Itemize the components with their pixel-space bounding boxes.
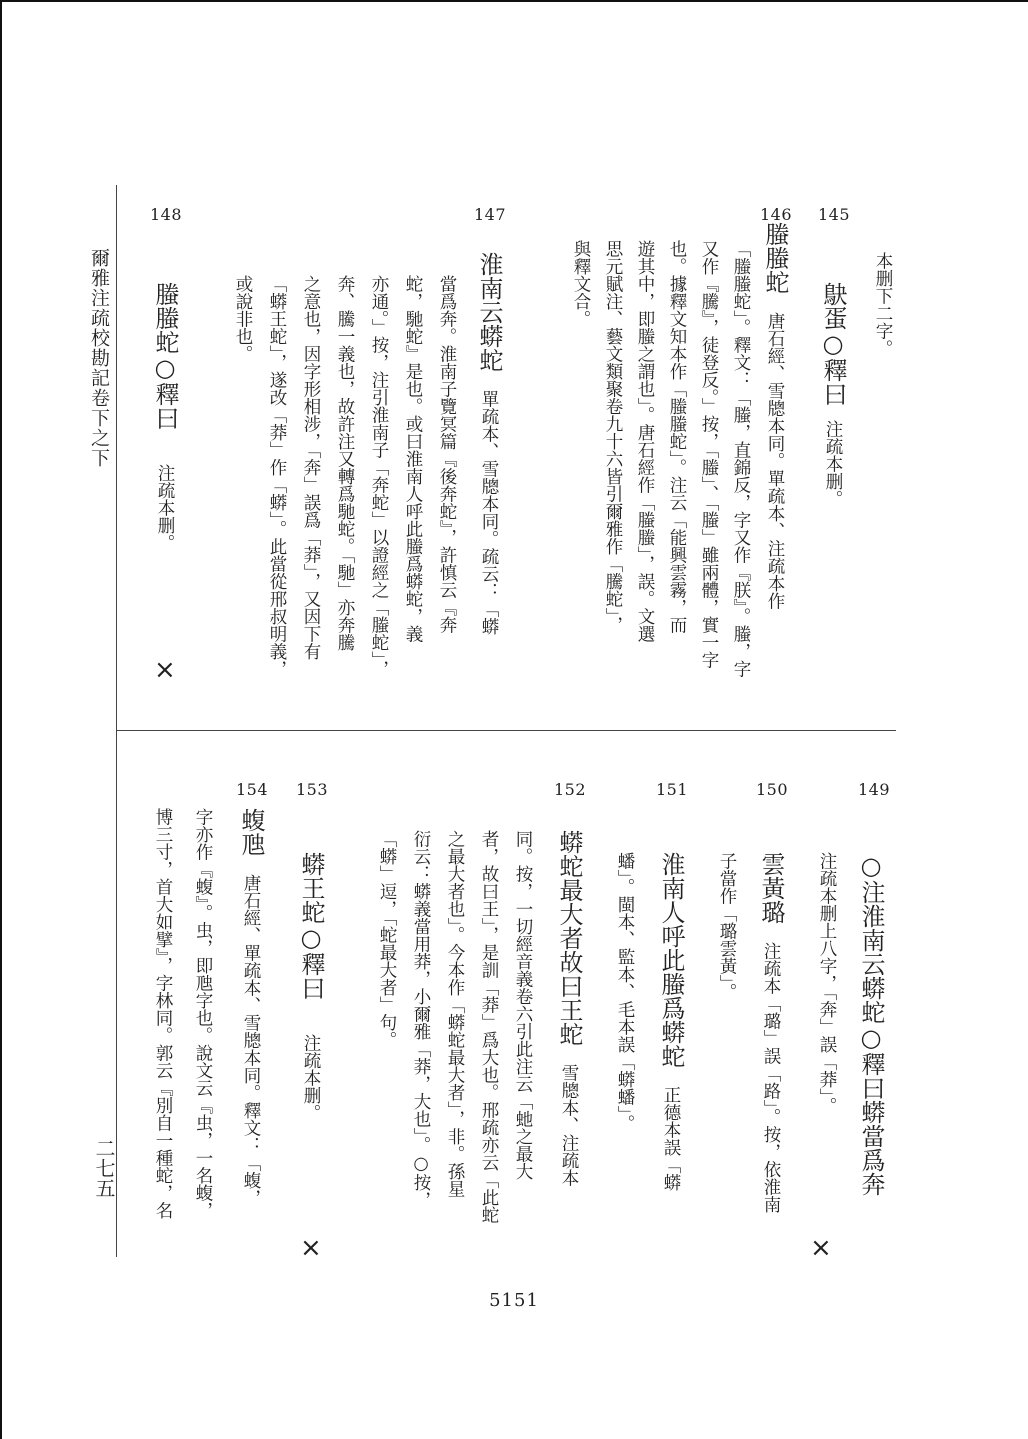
- entry-148: [150, 282, 179, 552]
- entry-149-headword: ○注淮南云蟒蛇○釋曰蟒當爲奔: [857, 852, 885, 1196]
- entry-152-line-3: 者，故曰王」，是訓「莽」爲大也。邢疏亦云「此蛇: [479, 830, 499, 1224]
- cross-mark-148: ×: [154, 655, 176, 685]
- entry-147-headword: 淮南云蟒蛇: [475, 252, 503, 372]
- entry-151: [656, 852, 685, 1191]
- entry-145: [818, 282, 847, 508]
- entry-154-line-3: 博三寸，首大如擘』，字林同。郭云『別自一種蛇，名: [153, 808, 173, 1220]
- entry-146-line-4: 也。據釋文知本作「螣螣蛇」。注云「能興雲霧，而: [667, 240, 687, 634]
- entry-150-line-2: 子當作「璐雲黃」。: [717, 852, 737, 1001]
- entry-146-line-2: 「螣螣蛇」。釋文：「螣，直錦反，字又作『朕』。螣，字: [731, 240, 751, 678]
- entry-152-note: 雪牕本、注疏本: [559, 1064, 579, 1187]
- entry-146-note: 唐石經、雪牕本同。單疏本、注疏本作: [765, 312, 785, 610]
- entry-152-line-5: 衍云：蟒義當用莽，小爾雅「莽，大也」。○按，: [411, 830, 431, 1209]
- entry-147: [474, 252, 503, 635]
- entry-146-headword: 螣螣蛇: [761, 222, 789, 294]
- entry-152-line-2: 同。按，一切經音義卷六引此注云「虵之最大: [513, 830, 533, 1180]
- entry-147-line-6: 之意也，因字形相涉，「奔」誤爲「莽」，又因下有: [301, 275, 321, 660]
- entry-145-note: 注疏本删。: [823, 420, 843, 508]
- entry-152-line-4: 之最大者也」。今本作「蟒蛇最大者」，非。孫星: [445, 830, 465, 1198]
- entry-number-146: 146: [760, 205, 793, 224]
- entry-152: [554, 830, 583, 1187]
- entry-147-line-8: 或說非也。: [233, 275, 253, 363]
- entry-152-line-6: 「蟒」逗，「蛇最大者」句。: [377, 830, 397, 1049]
- entry-149: [856, 852, 885, 1196]
- entry-148-note: 注疏本删。: [155, 464, 175, 552]
- entry-145-tail: 本删下二字。: [873, 252, 893, 357]
- page-edge-top: [0, 0, 1028, 2]
- entry-147-note: 單疏本、雪牕本同。疏云：「蟒: [479, 390, 499, 635]
- entry-146-line-6: 思元賦注、藝文類聚卷九十六皆引爾雅作「騰蛇」，: [603, 240, 623, 634]
- entry-154-note: 唐石經、單疏本、雪牕本同。釋文：「蝮，: [241, 874, 261, 1207]
- entry-147-line-3: 蛇，馳蛇』是也。或曰淮南人呼此螣爲蟒蛇，義: [403, 275, 423, 643]
- entry-number-152: 152: [554, 780, 587, 799]
- entry-153: [296, 852, 325, 1122]
- page-number: 5151: [489, 1290, 539, 1311]
- entry-147-line-2: 當爲奔。淮南子覽冥篇『後奔蛇』，許慎云『奔: [437, 275, 457, 634]
- entry-154: [236, 808, 265, 1207]
- entry-150-headword: 雲黃璐: [757, 852, 785, 924]
- entry-number-149: 149: [858, 780, 891, 799]
- entry-number-147: 147: [474, 205, 507, 224]
- entry-151-line-2: 蟠」。閩本、監本、毛本誤「蟒蟠」。: [615, 852, 635, 1132]
- entry-number-154: 154: [236, 780, 269, 799]
- running-head: 爾雅注疏校勘記卷下之下: [88, 248, 110, 468]
- entry-146-line-3: 又作『騰』，徒登反。」按，「螣」、「螣」雖兩體，實一字: [699, 240, 719, 669]
- cross-mark-153: ×: [300, 1233, 322, 1263]
- entry-number-148: 148: [150, 205, 183, 224]
- entry-number-151: 151: [656, 780, 689, 799]
- entry-146: [760, 222, 789, 610]
- entry-147-line-7: 「蟒王蛇」，遂改「莽」作「蟒」。此當從邢叔明義，: [267, 275, 287, 678]
- entry-number-150: 150: [756, 780, 789, 799]
- margin-rule: [116, 185, 117, 1257]
- page-edge-left: [0, 0, 2, 1439]
- entry-151-note: 正德本誤「蟒: [661, 1086, 681, 1191]
- entry-148-headword: 螣螣蛇○釋曰: [151, 282, 179, 430]
- entry-150: [756, 852, 785, 1213]
- entry-154-line-2: 字亦作『蝮』。虫，即虺字也。說文云『虫，一名蝮，: [193, 808, 213, 1220]
- entry-145-headword: 鴃蛋○釋曰: [819, 282, 847, 406]
- section-rule: [116, 730, 896, 731]
- entry-147-line-4: 亦通。」按，注引淮南子「奔蛇」以證經之「螣蛇」，: [369, 275, 389, 678]
- entry-153-note: 注疏本删。: [301, 1034, 321, 1122]
- entry-146-line-5: 遊其中，即螣之謂也」。唐石經作「螣螣」，誤。文選: [635, 240, 655, 643]
- entry-149-line-2: 注疏本删上八字，「奔」誤「莽」。: [817, 852, 837, 1115]
- entry-number-145: 145: [818, 205, 851, 224]
- entry-151-headword: 淮南人呼此螣爲蟒蛇: [657, 852, 685, 1068]
- entry-150-note: 注疏本「璐」誤「路」。按，依淮南: [761, 942, 781, 1214]
- entry-154-headword: 蝮虺: [237, 808, 265, 856]
- folio: 二七五: [92, 1138, 116, 1198]
- entry-number-153: 153: [296, 780, 329, 799]
- entry-146-line-7: 與釋文合。: [571, 240, 591, 328]
- entry-153-headword: 蟒王蛇○釋曰: [297, 852, 325, 1000]
- cross-mark-149: ×: [810, 1233, 832, 1263]
- entry-152-headword: 蟒蛇最大者故曰王蛇: [555, 830, 583, 1046]
- entry-147-line-5: 奔、騰一義也，故許注又轉爲馳蛇。「馳」亦奔騰: [335, 275, 355, 652]
